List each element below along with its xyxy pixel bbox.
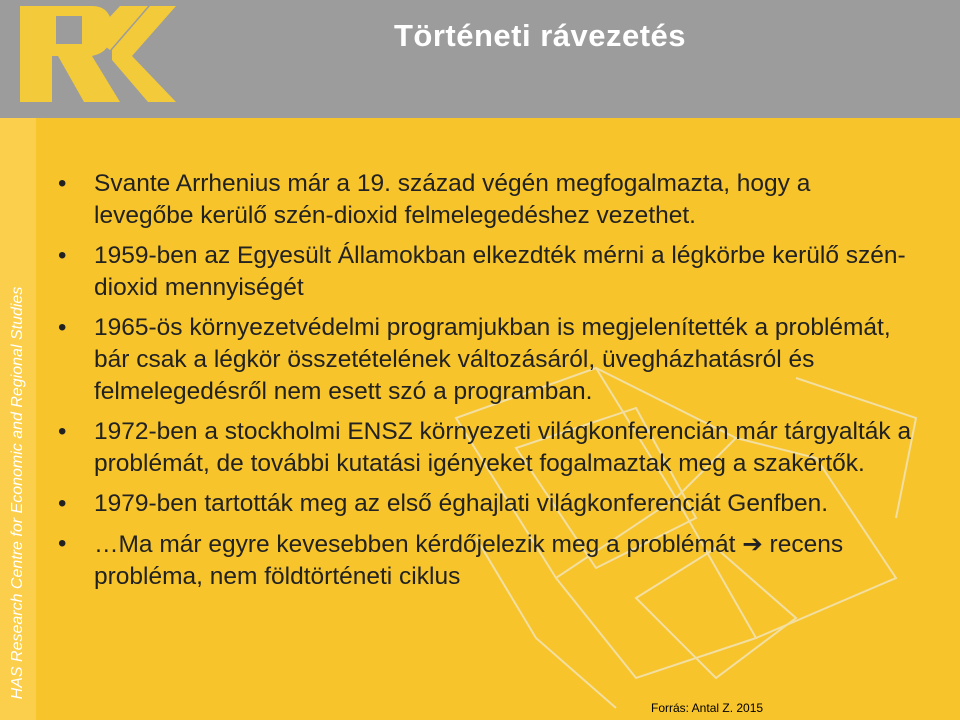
bullet-text-continued: recens probléma, nem földtörténeti ciklus — [94, 531, 844, 590]
sidebar-label: HAS Research Centre for Economic and Regional Studies — [9, 286, 26, 700]
bullet-list — [54, 168, 914, 601]
list-item: • 1979-ben tartották meg az első éghajlati világkonferenciát Genfben. — [58, 490, 829, 517]
list-item: • 1965-ös környezetvédelmi programjukban is megjelenítették a problémát, bár csak a légkör összetételének változásáról, üvegházhatásról és felmelegedésről nem esett szó a programban. — [58, 314, 891, 405]
bullet-text: Svante Arrhenius már a 19. század végén megfogalmazta, hogy a levegőbe kerülő szén-dioxid felmelegedéshez vezethet. — [94, 170, 811, 229]
bullet-text: …Ma már egyre kevesebben kérdőjelezik meg a problémát — [94, 531, 736, 558]
right-arrow-icon: ➔ — [742, 529, 763, 558]
list-item: • Svante Arrhenius már a 19. század végén megfogalmazta, hogy a levegőbe kerülő szén-dioxid felmelegedéshez vezethet. — [58, 170, 811, 229]
bullet-text: 1972-ben a stockholmi ENSZ környezeti világkonferencián már tárgyalták a problémát, de további kutatási igényeket fogalmaztak meg a szakértők. — [94, 418, 912, 477]
source-citation: Forrás: Antal Z. 2015 — [651, 701, 764, 715]
bullet-text: 1959-ben az Egyesült Államokban elkezdték mérni a légkörbe kerülő szén-dioxid mennyiségét — [94, 242, 906, 301]
list-item: • …Ma már egyre kevesebben kérdőjelezik meg a problémát ➔ recens probléma, nem földtörténeti ciklus — [58, 529, 844, 590]
sidebar — [0, 118, 36, 720]
page-title: Történeti rávezetés — [393, 18, 687, 53]
list-item: • 1959-ben az Egyesült Államokban elkezdték mérni a légkörbe kerülő szén-dioxid mennyiségét — [58, 242, 906, 301]
header-bar — [0, 0, 960, 118]
list-item: • 1972-ben a stockholmi ENSZ környezeti világkonferencián már tárgyalták a problémát, de további kutatási igényeket fogalmaztak meg a szakértők. — [58, 418, 912, 477]
bullet-text: 1965-ös környezetvédelmi programjukban is megjelenítették a problémát, bár csak a légkör összetételének változásáról, üvegházhatásról és felmelegedésről nem esett szó a programban. — [94, 314, 891, 405]
bullet-text: 1979-ben tartották meg az első éghajlati világkonferenciát Genfben. — [94, 490, 829, 517]
rk-logo-icon — [0, 0, 200, 118]
